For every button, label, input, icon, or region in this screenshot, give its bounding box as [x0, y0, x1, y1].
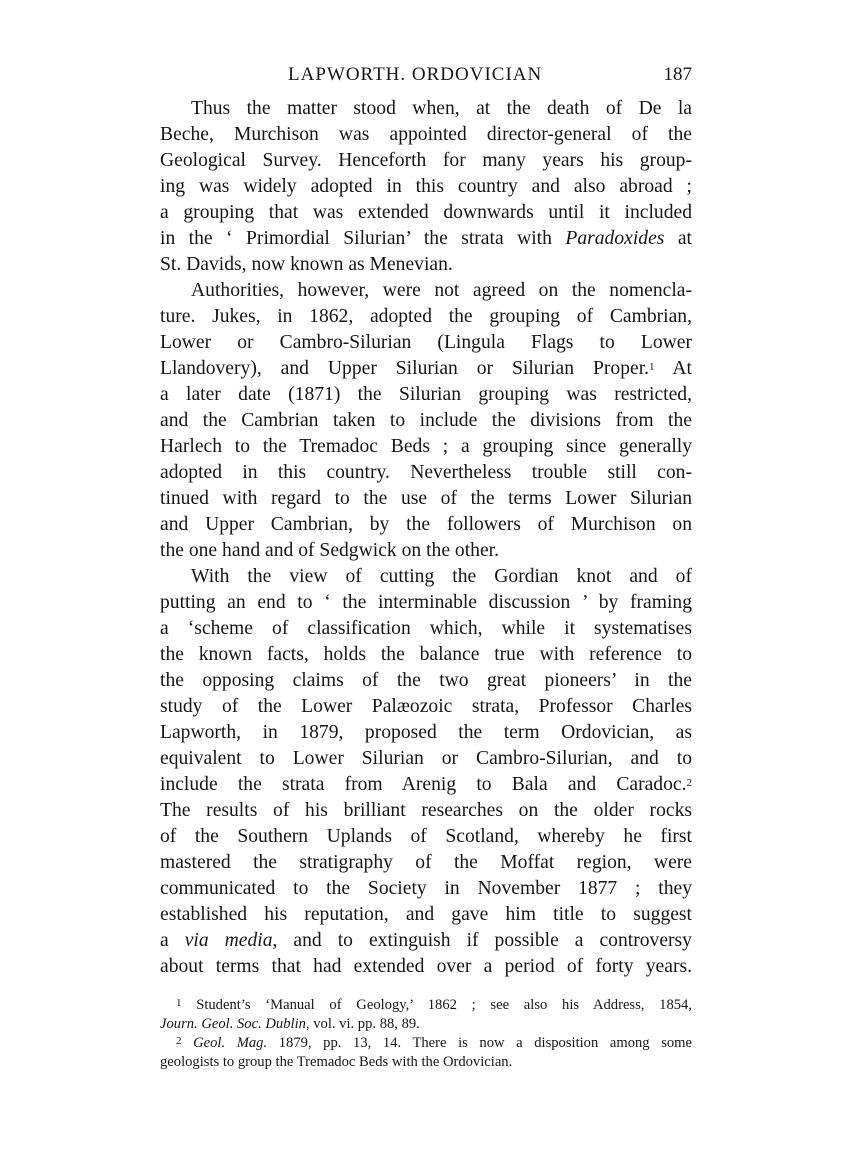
footnote-line: $^1$ Student’s ‘Manual of Geology,’ 1862 ; see also his Address, 1854,	[176, 997, 692, 1013]
text-line: With the view of cutting the Gordian knot and of	[191, 566, 692, 587]
footnote-ref: 1	[649, 361, 655, 373]
text-line: a ‘scheme of classification which, while it systematises	[160, 618, 692, 639]
text-line: Beche, Murchison was appointed director-general of the	[160, 124, 692, 145]
paragraph-1	[160, 96, 692, 278]
italic-term: Paradoxides	[565, 228, 665, 249]
text-line: include the strata from Arenig to Bala and Caradoc.$^2$	[160, 774, 692, 795]
text-line: communicated to the Society in November 1877 ; they	[160, 878, 692, 899]
book-page	[160, 64, 692, 1072]
page-number: 187	[663, 64, 692, 85]
paragraph-2	[160, 278, 692, 564]
text-line: Lower or Cambro-Silurian (Lingula Flags to Lower	[160, 332, 692, 353]
text-line: equivalent to Lower Silurian or Cambro-Silurian, and to	[160, 748, 692, 769]
text-line: study of the Lower Palæozoic strata, Professor Charles	[160, 696, 692, 717]
footnote-marker: 2	[176, 1035, 182, 1047]
footnote-line: Journ. Geol. Soc. Dublin, vol. vi. pp. 88, 89.	[160, 1016, 420, 1032]
text-line: of the Southern Uplands of Scotland, whereby he first	[160, 826, 692, 847]
text-line: in the ‘ Primordial Silurian’ the strata with Paradoxides at	[160, 228, 692, 249]
text-line: mastered the stratigraphy of the Moffat region, were	[160, 852, 692, 873]
text-line: the opposing claims of the two great pioneers’ in the	[160, 670, 692, 691]
footnote-line: $^2$ Geol. Mag. 1879, pp. 13, 14. There is now a disposition among some	[176, 1035, 692, 1051]
italic-term: via media	[184, 930, 273, 951]
text-line: about terms that had extended over a period of forty years.	[160, 956, 692, 977]
text-line: Thus the matter stood when, at the death of De la	[191, 98, 692, 119]
paragraph-3	[160, 564, 692, 980]
text-line: Authorities, however, were not agreed on the nomencla-	[191, 280, 692, 301]
text-line: tinued with regard to the use of the terms Lower Silurian	[160, 488, 692, 509]
text-line: The results of his brilliant researches on the older rocks	[160, 800, 692, 821]
text-line: a grouping that was extended downwards until it included	[160, 202, 692, 223]
running-title: LAPWORTH. ORDOVICIAN	[288, 64, 543, 85]
text-line: St. Davids, now known as Menevian.	[160, 254, 453, 275]
text-line: ture. Jukes, in 1862, adopted the grouping of Cambrian,	[160, 306, 692, 327]
footnote-marker: 1	[176, 997, 182, 1009]
text-line: a via media, and to extinguish if possible a controversy	[160, 930, 692, 951]
running-header	[160, 64, 692, 92]
italic-term: Journ. Geol. Soc. Dublin	[160, 1016, 306, 1032]
text-line: ing was widely adopted in this country and also abroad ;	[160, 176, 692, 197]
text-line: the known facts, holds the balance true with reference to	[160, 644, 692, 665]
text-line: and Upper Cambrian, by the followers of Murchison on	[160, 514, 692, 535]
text-line: Harlech to the Tremadoc Beds ; a grouping since generally	[160, 436, 692, 457]
text-line: Geological Survey. Henceforth for many years his group-	[160, 150, 692, 171]
text-line: Llandovery), and Upper Silurian or Silurian Proper.$^1$ At	[160, 358, 692, 379]
text-line: and the Cambrian taken to include the divisions from the	[160, 410, 692, 431]
text-line: adopted in this country. Nevertheless trouble still con-	[160, 462, 692, 483]
text-line: a later date (1871) the Silurian grouping was restricted,	[160, 384, 692, 405]
footnotes	[160, 996, 692, 1072]
italic-term: Geol. Mag.	[193, 1035, 268, 1051]
text-line: Lapworth, in 1879, proposed the term Ordovician, as	[160, 722, 692, 743]
text-line: putting an end to ‘ the interminable discussion ’ by framing	[160, 592, 692, 613]
footnote-line: geologists to group the Tremadoc Beds with the Ordovician.	[160, 1054, 513, 1070]
text-line: established his reputation, and gave him title to suggest	[160, 904, 692, 925]
text-line: the one hand and of Sedgwick on the other.	[160, 540, 499, 561]
footnote-ref: 2	[686, 777, 692, 789]
